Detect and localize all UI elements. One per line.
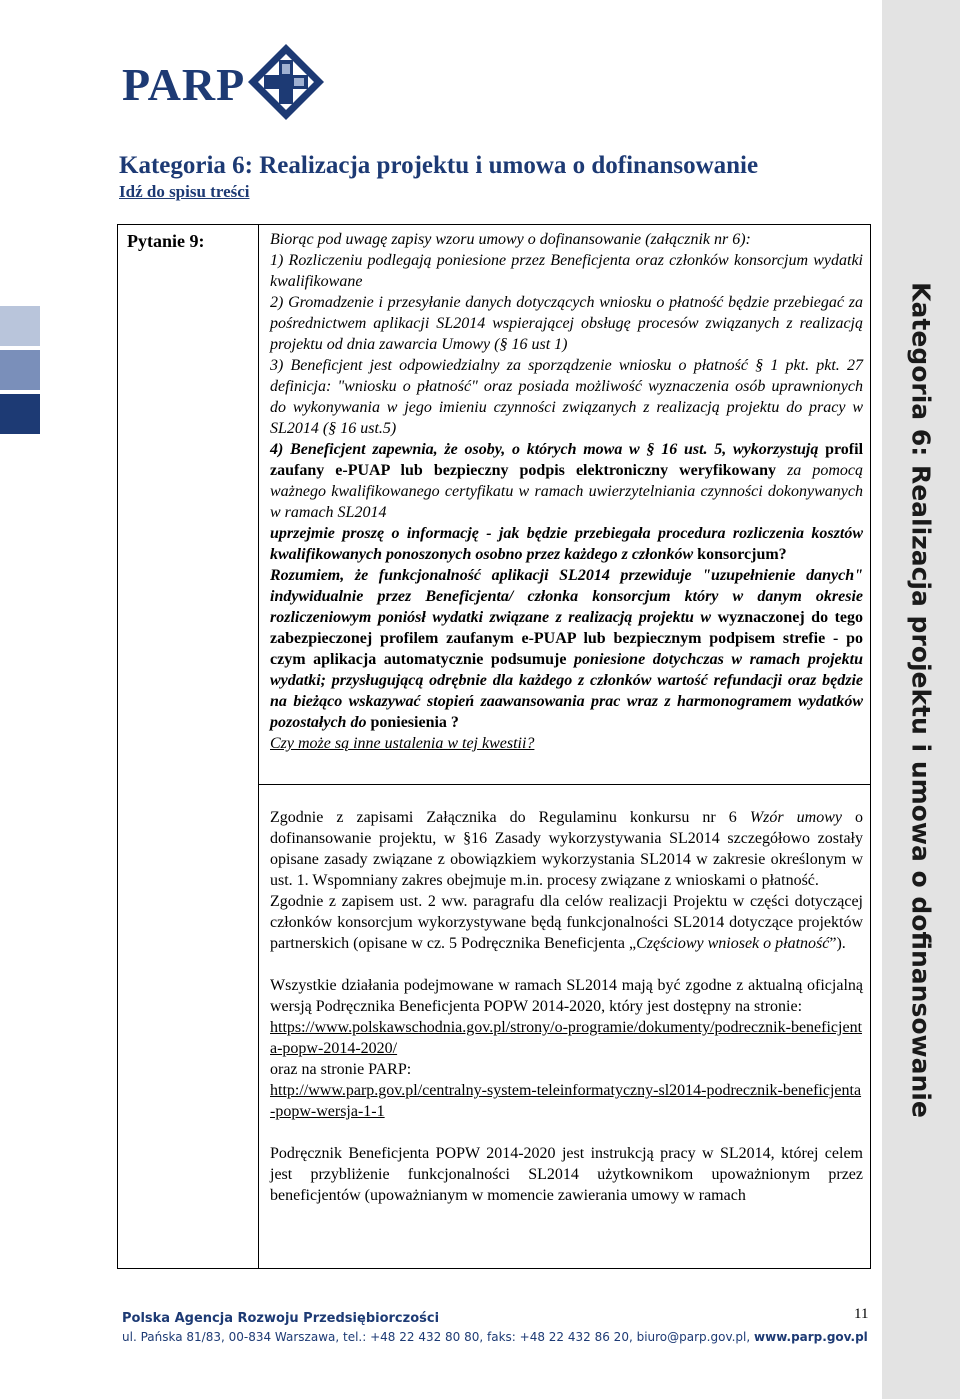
question-cell <box>259 225 871 785</box>
question-line: 2) Gromadzenie i przesyłanie danych dotyczących wniosku o płatność będzie przebiegać za pośrednictwem aplikacji SL2014 wspierającej obsługę procesów związanych z realizacją projektu od dnia zawarcia Umowy (§ 16 ust 1) <box>270 294 863 353</box>
question-line: 3) Beneficjent jest odpowiedzialny za sporządzenie wniosku o płatność § 1 pkt. pkt. 27 definicja: "wniosku o płatność" oraz posiada możliwość wyznaczenia osób uprawnionych do wykonywania w jego imieniu czynności związanych z realizacją projektu do pracy w SL2014 (§ 16 ust.5) <box>270 357 863 437</box>
side-category-label: Kategoria 6: Realizacja projektu i umowa o dofinansowanie <box>906 282 936 1118</box>
parp-manual-link[interactable]: http://www.parp.gov.pl/centralny-system-teleinformatyczny-sl2014-podrecznik-beneficjenta-popw-wersja-1-1 <box>270 1082 862 1120</box>
question-line: 1) Rozliczeniu podlegają poniesione przez Beneficjenta oraz członków konsorcjum wydatki kwalifikowane <box>270 252 863 290</box>
answer-paragraph: oraz na stronie PARP: <box>270 1061 412 1078</box>
answer-paragraph: Zgodnie z zapisami Załącznika do Regulaminu konkursu nr 6 Wzór umowy o dofinansowanie projektu, w §16 Zasady wykorzystywania SL2014 szczegółowo zostały opisane zasady związane z obowiązkiem wykorzystania SL2014 w zakresie określonym w ust. 1. Wspomniany zakres obejmuje m.in. procesy związane z wnioskami o płatność. <box>270 809 863 889</box>
answer-paragraph <box>270 1080 863 1122</box>
question-label-cell <box>118 225 259 1269</box>
decor-square-mid <box>0 350 40 390</box>
toc-link[interactable]: Idź do spisu treści <box>119 182 250 201</box>
question-row <box>118 225 871 785</box>
footer-org-name: Polska Agencja Rozwoju Przedsiębiorczości <box>122 1311 440 1326</box>
answer-paragraph: Zgodnie z zapisem ust. 2 ww. paragrafu dla celów realizacji Projektu w części dotyczącej członków konsorcjum wykorzystywane będą funkcjonalności SL2014 dotyczące projektów partnerskich (opisane w cz. 5 Podręcznika Beneficjenta „Częściowy wniosek o płatność”). <box>270 893 863 952</box>
answer-paragraph: Wszystkie działania podejmowane w ramach SL2014 mają być zgodne z aktualną oficjalną wersją Podręcznika Beneficjenta POPW 2014-2020, który jest dostępny na stronie: <box>270 977 863 1015</box>
answer-paragraph: Podręcznik Beneficjenta POPW 2014-2020 jest instrukcją pracy w SL2014, której celem jest przybliżenie funkcjonalności SL2014 użytkownikom upoważnionym przez beneficjentów (upoważnianym w momencie zawierania umowy w ramach <box>270 1145 863 1204</box>
page-title: Kategoria 6: Realizacja projektu i umowa o dofinansowanie <box>119 152 759 179</box>
question-line: 4) Beneficjent zapewnia, że osoby, o których mowa w § 16 ust. 5, wykorzystują profil zaufany e-PUAP lub bezpieczny podpis elektroniczny weryfikowany za pomocą ważnego kwalifikowanego certyfikatu w ramach uwierzytelniania czynności dokonywanych w ramach SL2014 <box>270 441 864 521</box>
logo-wordmark: PARP <box>122 59 246 110</box>
answer-text <box>259 785 870 1268</box>
decor-square-dark <box>0 394 40 434</box>
footer-website-link[interactable]: www.parp.gov.pl <box>754 1330 868 1344</box>
question-label: Pytanie 9: <box>127 231 205 251</box>
question-text <box>259 225 870 784</box>
decorative-squares <box>0 306 40 438</box>
question-line: Czy może są inne ustalenia w tej kwestii? <box>270 735 535 752</box>
question-line: Biorąc pod uwagę zapisy wzoru umowy o dofinansowanie (załącznik nr 6): <box>270 231 751 248</box>
footer-address: ul. Pańska 81/83, 00-834 Warszawa, tel.: +48 22 432 80 80, faks: +48 22 432 86 20, biuro@parp.gov.pl, www.parp.gov.pl <box>122 1330 868 1344</box>
question-line: uprzejmie proszę o informację - jak będzie przebiegała procedura rozliczenia kosztów kwalifikowanych ponoszonych osobno przez każdego z członków konsorcjum? <box>270 525 863 563</box>
qa-table <box>117 224 871 1269</box>
logo-emblem-icon <box>248 44 324 120</box>
answer-paragraph <box>270 1017 863 1059</box>
popw-manual-link[interactable]: https://www.polskawschodnia.gov.pl/strony/o-programie/dokumenty/podrecznik-beneficjenta-popw-2014-2020/ <box>270 1019 863 1057</box>
page-number: 11 <box>854 1306 869 1322</box>
decor-square-light <box>0 306 40 346</box>
question-line: Rozumiem, że funkcjonalność aplikacji SL2014 przewiduje "uzupełnienie danych" indywidualnie przez Beneficjenta/ członka konsorcjum który w danym okresie rozliczeniowym poniósł wydatki związane z realizacją projektu w wyznaczonej do tego zabezpieczonej profilem zaufanym e-PUAP lub bezpiecznym podpisem strefie - po czym aplikacja automatycznie podsumuje poniesione dotychczas w ramach projektu wydatki; przysługującą odrębnie dla każdego z członków wartość refundacji oraz będzie na bieżąco wskazywać stopień zaawansowania prac wraz z harmonogramem wydatków pozostałych do poniesienia ? <box>270 567 864 731</box>
answer-cell <box>259 785 871 1269</box>
